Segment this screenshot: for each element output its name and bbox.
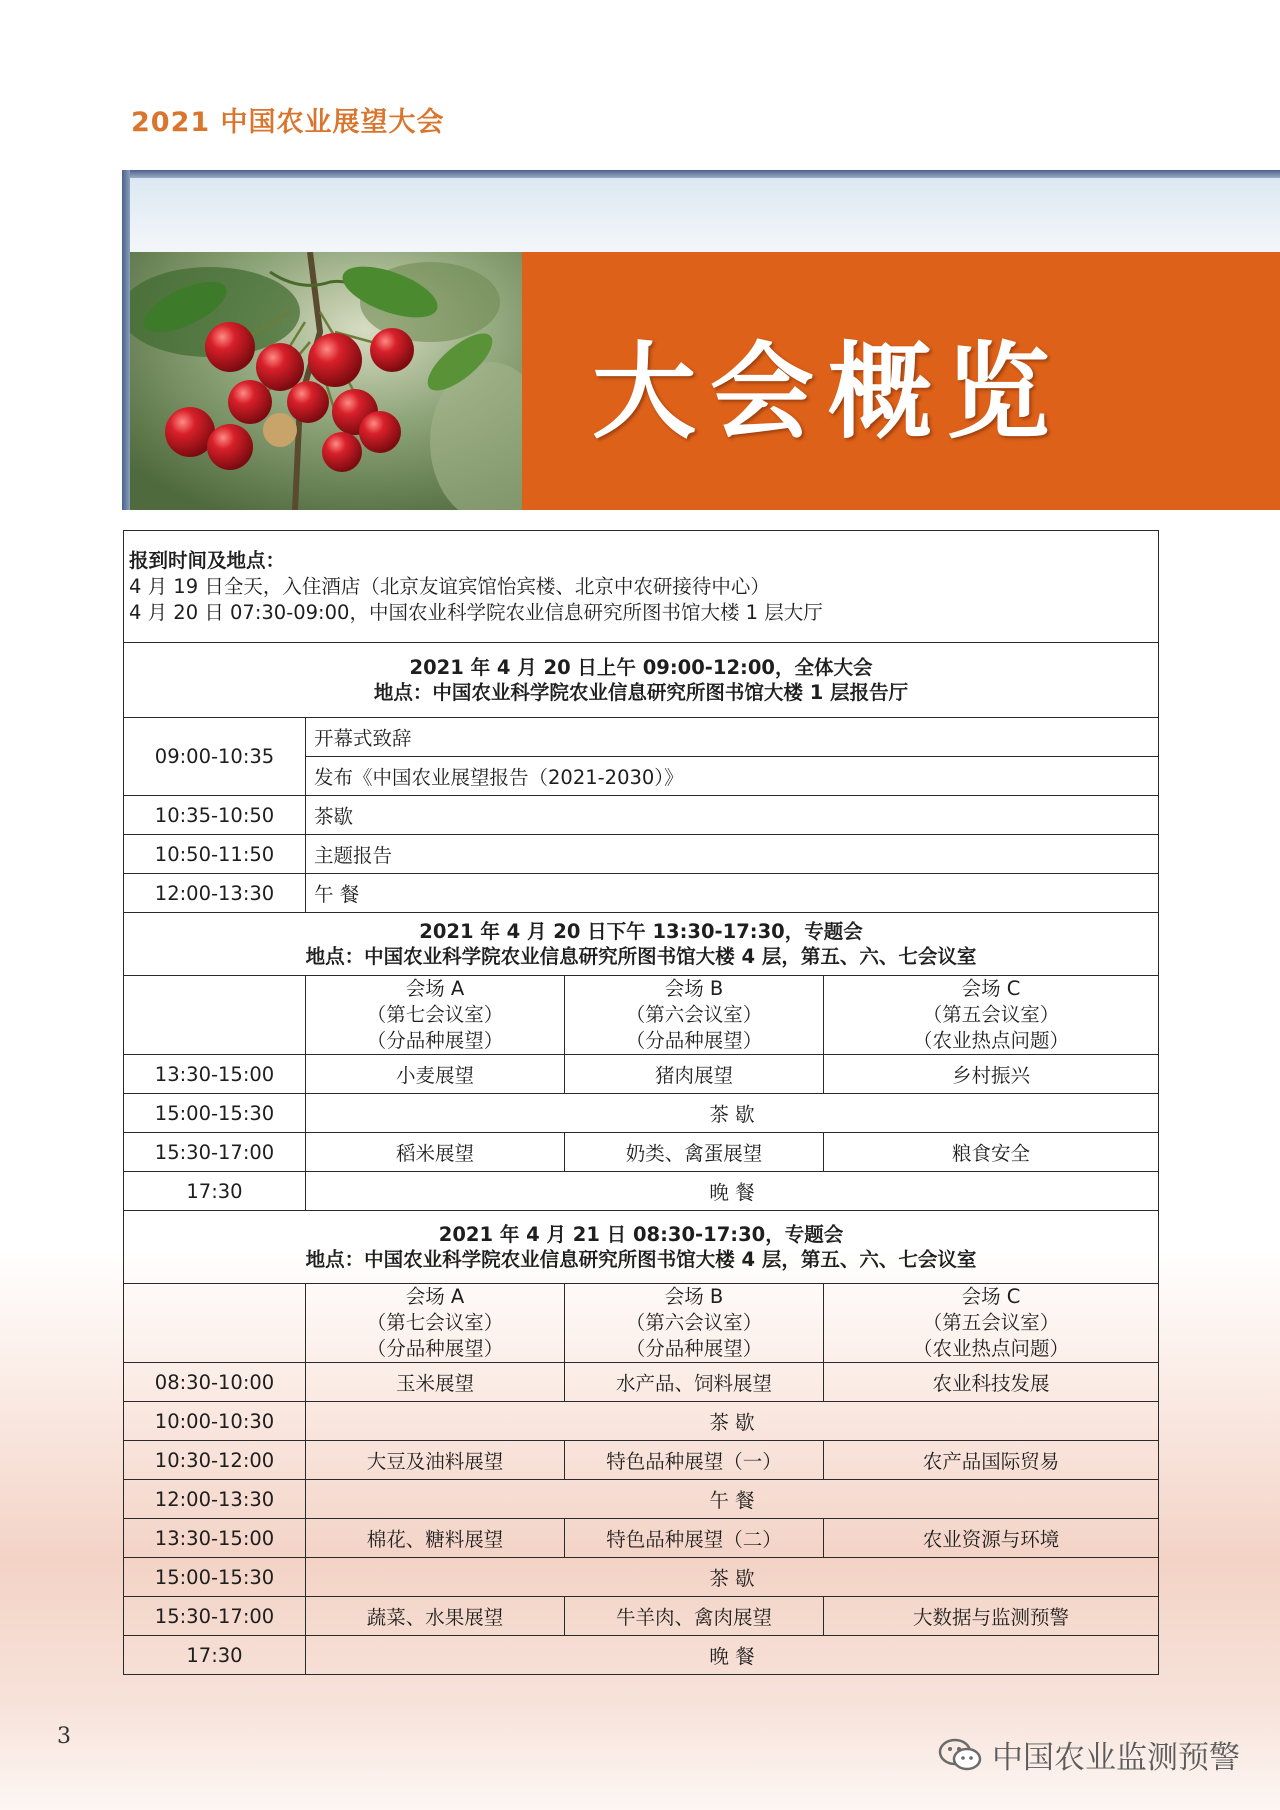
venue-c-cell: 大数据与监测预警 [824, 1597, 1159, 1636]
venue-c-cell: 粮食安全 [824, 1133, 1159, 1172]
venue-room: （第五会议室） [922, 1003, 1060, 1026]
time-cell: 15:00-15:30 [124, 1094, 306, 1133]
venue-header-row [124, 976, 1159, 1055]
time-cell: 13:30-15:00 [124, 1519, 306, 1558]
venue-name: 会场 A [405, 1285, 465, 1308]
venue-b-cell: 猪肉展望 [565, 1055, 824, 1094]
time-cell: 13:30-15:00 [124, 1055, 306, 1094]
venue-header-row [124, 1284, 1159, 1363]
meal-cell: 晚 餐 [306, 1636, 1159, 1675]
venue-theme: （分品种展望） [366, 1029, 504, 1052]
venue-name: 会场 A [405, 977, 465, 1000]
break-cell: 茶 歇 [306, 1558, 1159, 1597]
table-row [124, 1480, 1159, 1519]
venue-a-cell: 蔬菜、水果展望 [306, 1597, 565, 1636]
venue-b-cell: 牛羊肉、禽肉展望 [565, 1597, 824, 1636]
venue-room: （第六会议室） [625, 1003, 763, 1026]
venue-a-header [306, 1284, 565, 1363]
table-row [124, 835, 1159, 874]
empty-cell [124, 976, 306, 1055]
frame-top-bar [122, 170, 1280, 178]
venue-theme: （分品种展望） [625, 1029, 763, 1052]
venue-b-header [565, 1284, 824, 1363]
venue-c-cell: 农产品国际贸易 [824, 1441, 1159, 1480]
table-row [124, 1558, 1159, 1597]
wechat-icon [938, 1738, 982, 1772]
table-row [124, 1363, 1159, 1402]
table-row [124, 1133, 1159, 1172]
table-row [124, 1172, 1159, 1211]
section-header [124, 643, 1159, 718]
break-cell: 茶 歇 [306, 1402, 1159, 1441]
watermark-text: 中国农业监测预警 [992, 1740, 1240, 1776]
venue-theme: （分品种展望） [625, 1337, 763, 1360]
section-location: 地点：中国农业科学院农业信息研究所图书馆大楼 1 层报告厅 [373, 681, 909, 704]
meal-cell: 午 餐 [306, 1480, 1159, 1519]
agenda-cell: 茶歇 [306, 796, 1159, 835]
venue-b-cell: 水产品、饲料展望 [565, 1363, 824, 1402]
time-cell: 10:50-11:50 [124, 835, 306, 874]
table-row [124, 874, 1159, 913]
page-header-title: 2021 中国农业展望大会 [131, 107, 445, 138]
schedule-table [123, 530, 1159, 1675]
venue-b-cell: 特色品种展望（二） [565, 1519, 824, 1558]
registration-line: 4 月 19 日全天，入住酒店（北京友谊宾馆怡宾楼、北京中农研接待中心） [129, 574, 770, 598]
time-cell: 15:30-17:00 [124, 1133, 306, 1172]
section-title: 2021 年 4 月 20 日下午 13:30-17:30，专题会 [419, 920, 863, 943]
time-cell: 10:00-10:30 [124, 1402, 306, 1441]
page-number: 3 [57, 1724, 71, 1749]
venue-a-cell: 稻米展望 [306, 1133, 565, 1172]
meal-cell: 晚 餐 [306, 1172, 1159, 1211]
venue-theme: （农业热点问题） [912, 1337, 1069, 1360]
section-header [124, 1211, 1159, 1284]
table-row [124, 1055, 1159, 1094]
venue-b-cell: 特色品种展望（一） [565, 1441, 824, 1480]
agenda-cell: 发布《中国农业展望报告（2021-2030）》 [306, 757, 1159, 796]
venue-room: （第五会议室） [922, 1311, 1060, 1334]
section-title: 2021 年 4 月 20 日上午 09:00-12:00，全体大会 [409, 656, 873, 679]
venue-name: 会场 C [961, 977, 1021, 1000]
agenda-cell: 午 餐 [306, 874, 1159, 913]
empty-cell [124, 1284, 306, 1363]
venue-b-cell: 奶类、禽蛋展望 [565, 1133, 824, 1172]
venue-room: （第六会议室） [625, 1311, 763, 1334]
venue-room: （第七会议室） [366, 1003, 504, 1026]
registration-heading: 报到时间及地点： [129, 548, 286, 572]
venue-c-header [824, 976, 1159, 1055]
table-row [124, 1636, 1159, 1675]
table-row [124, 1597, 1159, 1636]
break-cell: 茶 歇 [306, 1094, 1159, 1133]
table-row [124, 718, 1159, 757]
section-location: 地点：中国农业科学院农业信息研究所图书馆大楼 4 层，第五、六、七会议室 [305, 1248, 977, 1271]
day2-session-header-row [124, 1211, 1159, 1284]
wechat-watermark [938, 1732, 1240, 1777]
table-row [124, 1094, 1159, 1133]
venue-a-cell: 大豆及油料展望 [306, 1441, 565, 1480]
venue-room: （第七会议室） [366, 1311, 504, 1334]
venue-a-header [306, 976, 565, 1055]
time-cell: 10:35-10:50 [124, 796, 306, 835]
venue-name: 会场 B [664, 1285, 724, 1308]
time-cell: 09:00-10:35 [124, 718, 306, 796]
time-cell: 12:00-13:30 [124, 1480, 306, 1519]
table-row [124, 1519, 1159, 1558]
time-cell: 17:30 [124, 1172, 306, 1211]
agenda-cell: 主题报告 [306, 835, 1159, 874]
time-cell: 15:30-17:00 [124, 1597, 306, 1636]
time-cell: 08:30-10:00 [124, 1363, 306, 1402]
registration-info [124, 531, 1159, 643]
registration-row [124, 531, 1159, 643]
table-row [124, 1441, 1159, 1480]
venue-c-header [824, 1284, 1159, 1363]
table-row [124, 1402, 1159, 1441]
frame-side-bar [122, 170, 130, 510]
section-title: 2021 年 4 月 21 日 08:30-17:30，专题会 [438, 1223, 844, 1246]
time-cell: 12:00-13:30 [124, 874, 306, 913]
agenda-cell: 开幕式致辞 [306, 718, 1159, 757]
venue-c-cell: 农业资源与环境 [824, 1519, 1159, 1558]
time-cell: 10:30-12:00 [124, 1441, 306, 1480]
banner-title: 大会概览 [592, 330, 1065, 453]
registration-line: 4 月 20 日 07:30-09:00，中国农业科学院农业信息研究所图书馆大楼 1 层大厅 [129, 600, 823, 624]
time-cell: 17:30 [124, 1636, 306, 1675]
venue-a-cell: 小麦展望 [306, 1055, 565, 1094]
banner-title-block [522, 252, 1280, 510]
section-header [124, 913, 1159, 976]
venue-a-cell: 玉米展望 [306, 1363, 565, 1402]
day1-session-header-row [124, 913, 1159, 976]
cherry-image [130, 252, 522, 510]
table-row [124, 796, 1159, 835]
plenary-header-row [124, 643, 1159, 718]
section-location: 地点：中国农业科学院农业信息研究所图书馆大楼 4 层，第五、六、七会议室 [305, 945, 977, 968]
venue-theme: （分品种展望） [366, 1337, 504, 1360]
venue-theme: （农业热点问题） [912, 1029, 1069, 1052]
venue-b-header [565, 976, 824, 1055]
venue-name: 会场 B [664, 977, 724, 1000]
venue-c-cell: 农业科技发展 [824, 1363, 1159, 1402]
cherry-photo [130, 252, 522, 510]
venue-a-cell: 棉花、糖料展望 [306, 1519, 565, 1558]
venue-name: 会场 C [961, 1285, 1021, 1308]
time-cell: 15:00-15:30 [124, 1558, 306, 1597]
venue-c-cell: 乡村振兴 [824, 1055, 1159, 1094]
